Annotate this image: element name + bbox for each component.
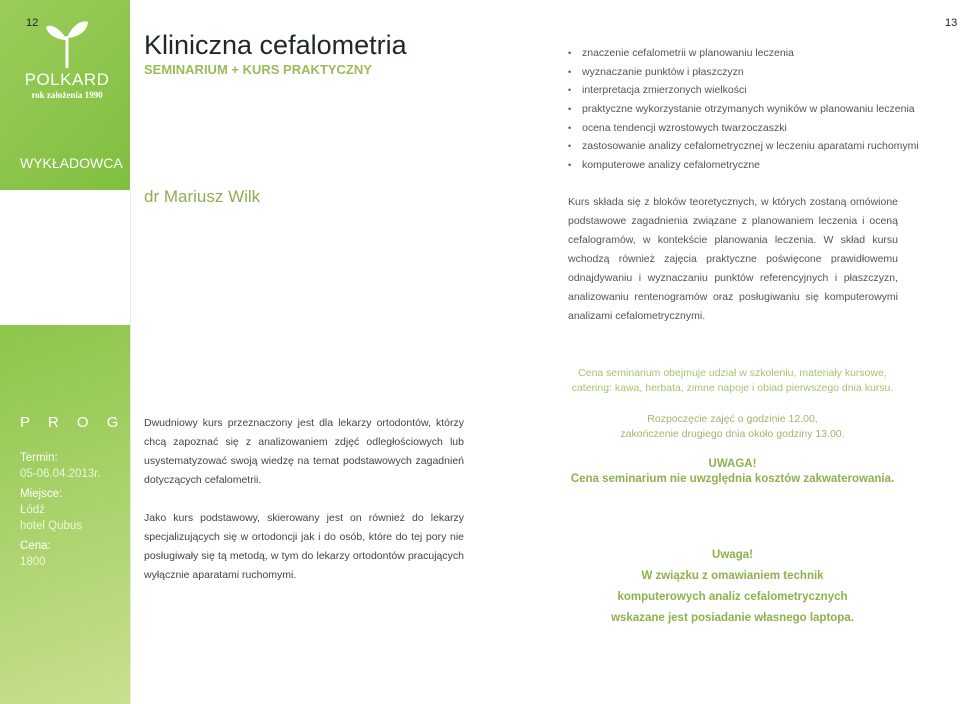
bullet-icon: • xyxy=(568,141,572,152)
column-divider xyxy=(130,190,131,704)
list-item xyxy=(568,137,919,156)
logo-brand: POLKARD xyxy=(24,70,110,89)
place-venue: hotel Qubus xyxy=(20,520,83,532)
list-item xyxy=(568,118,919,137)
lecturer-name: dr Mariusz Wilk xyxy=(144,187,261,206)
page-number-left: 12 xyxy=(26,17,39,29)
list-item xyxy=(568,44,919,63)
list-item xyxy=(568,100,919,119)
price-includes-note xyxy=(560,366,905,396)
note-line: Cena seminarium nie uwzględnia kosztów zakwaterowania. xyxy=(570,473,895,485)
page-title: Kliniczna cefalometria xyxy=(144,30,407,60)
schedule-note xyxy=(560,412,905,442)
note-line: komputerowych analiz cefalometrycznych xyxy=(617,591,848,603)
term-value: 05-06.04.2013r. xyxy=(20,468,101,480)
topic-text: komputerowe analizy cefalometryczne xyxy=(582,158,760,171)
program-info xyxy=(20,450,101,570)
list-item xyxy=(568,63,919,82)
accommodation-warning xyxy=(560,457,905,487)
topics-list xyxy=(568,44,919,174)
lecturer-label: WYKŁADOWCA xyxy=(20,155,123,171)
program-paragraph: Jako kurs podstawowy, skierowany jest on również do lekarzy specjalizujących się w ortodoncji jak i do osób, które do tej pory nie posługiwały się tą metodą, w tym do lekarzy ortodontów pracujących wyłącznie aparatami ruchomymi. xyxy=(144,512,464,581)
program-text xyxy=(144,414,464,585)
note-line: zakończenie drugiego dnia około godziny 13.00. xyxy=(620,428,845,440)
list-item xyxy=(568,81,919,100)
term-label: Termin: xyxy=(20,452,58,464)
topic-text: interpretacja zmierzonych wielkości xyxy=(582,84,747,97)
page-subtitle: SEMINARIUM + KURS PRAKTYCZNY xyxy=(144,62,372,77)
note-line: wskazane jest posiadanie własnego laptopa. xyxy=(611,612,854,624)
program-heading: P R O G R A M xyxy=(20,414,212,431)
topic-text: praktyczne wykorzystanie otrzymanych wyników w planowaniu leczenia xyxy=(582,103,915,116)
bullet-icon: • xyxy=(568,159,572,170)
topic-text: zastosowanie analizy cefalometrycznej w leczeniu aparatami ruchomymi xyxy=(582,140,919,153)
place-label: Miejsce: xyxy=(20,488,63,500)
topic-text: znaczenie cefalometrii w planowaniu leczenia xyxy=(582,47,794,60)
topic-text: ocena tendencji wzrostowych twarzoczaszki xyxy=(582,121,787,134)
bullet-icon: • xyxy=(568,85,572,96)
bullet-icon: • xyxy=(568,48,572,59)
note-line: Cena seminarium obejmuje udział w szkoleniu, materiały kursowe, xyxy=(578,367,887,379)
price-value: 1800 xyxy=(20,556,46,568)
note-line: catering: kawa, herbata, zimne napoje i obiad pierwszego dnia kursu. xyxy=(571,382,894,394)
program-paragraph: Dwudniowy kurs przeznaczony jest dla lekarzy ortodontów, którzy chcą zapoznać się z analizowaniem zdjęć odległościowych lub usystematyzować swoją wiedzę na temat podstawowych zagadnień dotyczących cefalometrii. xyxy=(144,417,464,486)
logo-since: rok założenia 1990 xyxy=(31,90,103,100)
laptop-note xyxy=(560,545,905,629)
note-line: W związku z omawianiem technik xyxy=(641,570,824,582)
bullet-icon: • xyxy=(568,66,572,77)
note-line: UWAGA! xyxy=(708,458,757,470)
list-item xyxy=(568,156,919,175)
note-line: Rozpoczęcie zajęć o godzinie 12.00, xyxy=(647,413,818,425)
topic-text: wyznaczanie punktów i płaszczyzn xyxy=(582,65,744,78)
page-number-right: 13 xyxy=(945,17,958,29)
bullet-icon: • xyxy=(568,122,572,133)
place-city: Łódź xyxy=(20,504,45,516)
bullet-icon: • xyxy=(568,104,572,115)
price-label: Cena: xyxy=(20,540,51,552)
note-line: Uwaga! xyxy=(712,549,753,561)
course-description: Kurs składa się z bloków teoretycznych, w których zostaną omówione podstawowe zagadnienia związane z planowaniem leczenia i oceną cefalogramów, w kontekście planowania leczenia. W skład kursu wchodzą również zajęcia praktyczne poświęcone prawidłowemu odnajdywaniu i wyznaczaniu punktów referencyjnych i płaszczyzn, analizowaniu rentenogramów oraz posługiwaniu się komputerowymi analizami cefalometrycznymi. xyxy=(568,196,898,322)
polkard-logo xyxy=(22,18,112,100)
sprout-icon xyxy=(45,18,89,68)
